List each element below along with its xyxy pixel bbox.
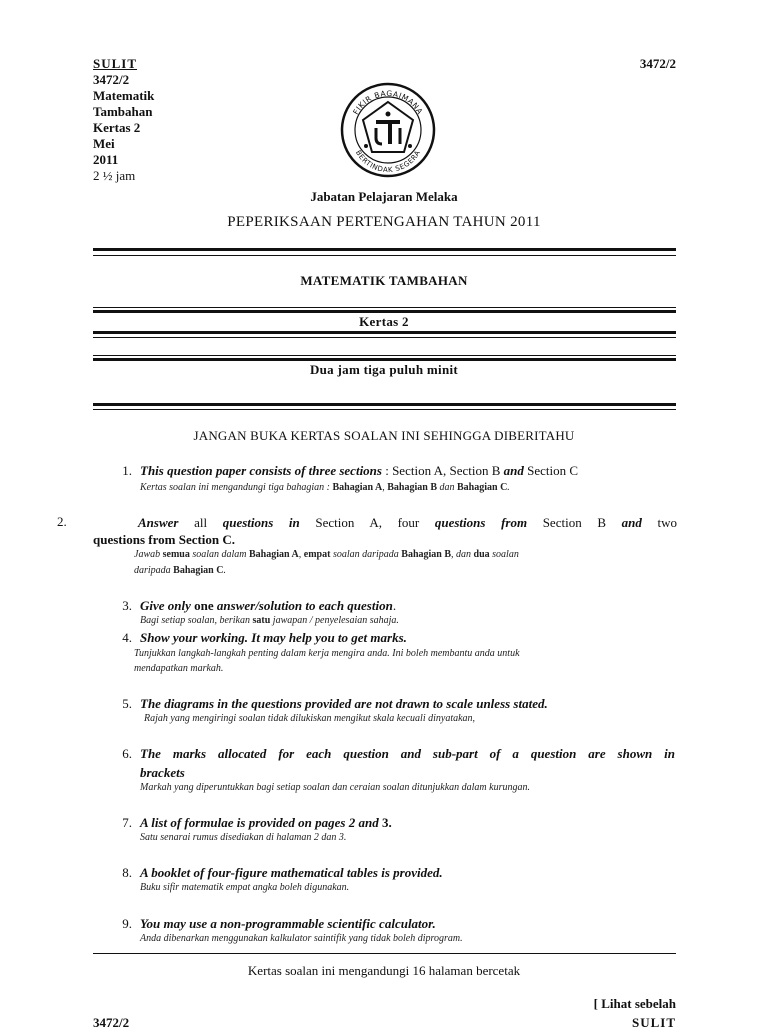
divider-rule — [93, 255, 676, 256]
instruction-text: Jawab — [134, 549, 163, 560]
instruction-text: questions from — [434, 515, 528, 530]
instruction-7-ms: Satu senarai rumus disediakan di halaman 2 dan 3. — [140, 832, 347, 843]
instruction-9-en: You may use a non-programmable scientific calculator. — [140, 916, 436, 931]
instruction-number: 8. — [122, 865, 132, 880]
exam-title: PEPERIKSAAN PERTENGAHAN TAHUN 2011 — [227, 214, 541, 230]
see-next-page: [ Lihat sebelah — [593, 996, 676, 1011]
instruction-number: 5. — [122, 696, 132, 711]
institution-name: Jabatan Pelajaran Melaka — [310, 189, 458, 204]
paper-code-right: 3472/2 — [639, 56, 676, 71]
instruction-text: and — [621, 515, 642, 530]
instruction-1-ms — [140, 481, 680, 495]
instruction-text: satu — [252, 615, 271, 626]
divider-rule — [93, 331, 676, 334]
instruction-text: Answer — [138, 515, 179, 530]
paper-band: Kertas 2 — [359, 314, 409, 329]
instruction-text: Give only — [140, 598, 195, 613]
instruction-text: questions in — [222, 515, 300, 530]
instruction-9-ms: Anda dibenarkan menggunakan kalkulator saintifik yang tidak boleh diprogram. — [140, 933, 463, 944]
divider-rule — [93, 403, 676, 406]
instruction-5-ms: Rajah yang mengiringi soalan tidak dilukiskan mengikut skala kecuali dinyatakan, — [144, 713, 476, 724]
instruction-number: 3. — [122, 598, 132, 613]
divider-rule — [93, 358, 676, 361]
instruction-6-ms: Markah yang diperuntukkan bagi setiap soalan dan ceraian soalan ditunjukkan dalam kurungan. — [140, 782, 530, 793]
subject-band: MATEMATIK TAMBAHAN — [300, 273, 468, 288]
instruction-text: soalan daripada — [330, 549, 402, 560]
instruction-text: . — [507, 482, 510, 493]
divider-rule — [93, 337, 676, 338]
instruction-text: Section B — [527, 515, 622, 530]
instruction-text: empat — [303, 549, 331, 560]
instruction-text: dua — [473, 549, 490, 560]
instruction-text: answer/solution to each question — [216, 598, 393, 613]
instruction-text: Bahagian C — [173, 565, 224, 576]
year-label: 2011 — [93, 152, 119, 167]
instruction-text: , — [298, 549, 304, 560]
instruction-6-en-line1: The marks allocated for each question and sub-part of a question are shown in — [140, 746, 675, 761]
instruction-text: . — [223, 565, 226, 576]
instruction-text: Section A, four — [299, 515, 435, 530]
instruction-text: Bahagian B — [401, 549, 452, 560]
divider-rule — [93, 409, 676, 410]
footer-rule — [93, 953, 676, 954]
crest-top-text: FIKIR BAGAIMANA — [351, 88, 425, 117]
instruction-text: and — [503, 463, 524, 478]
instruction-8-ms: Buku sifir matematik empat angka boleh digunakan. — [140, 882, 350, 893]
instruction-6-en-line2: brackets — [140, 765, 185, 780]
instruction-4-ms-line1: Tunjukkan langkah-langkah penting dalam kerja mengira anda. Ini boleh membantu anda untuk — [134, 648, 520, 659]
instruction-text: Bagi setiap soalan, berikan — [140, 615, 253, 626]
instruction-text: A list of formulae is provided on pages 2 and — [140, 815, 382, 830]
month-label: Mei — [93, 136, 115, 151]
instruction-text: . — [392, 598, 397, 613]
divider-rule — [93, 248, 676, 251]
jpn-crest-logo — [338, 80, 438, 180]
instruction-text: Section C — [523, 463, 579, 478]
instruction-text: soalan — [489, 549, 519, 560]
crest-icon — [338, 80, 438, 180]
instruction-text: Bahagian B — [387, 482, 437, 493]
instruction-4-en: Show your working. It may help you to get marks. — [140, 630, 407, 645]
paper-label: Kertas 2 — [93, 120, 141, 135]
instruction-number: 4. — [122, 630, 132, 645]
instruction-5-en: The diagrams in the questions provided are not drawn to scale unless stated. — [140, 696, 548, 711]
instruction-3-en — [140, 597, 396, 614]
instruction-text: dan — [437, 482, 457, 493]
instruction-text: jawapan / penyelesaian sahaja. — [270, 615, 399, 626]
instruction-text: Bahagian A — [249, 549, 299, 560]
paper-code: 3472/2 — [93, 72, 130, 87]
instruction-text: 3. — [381, 815, 392, 830]
instruction-text: This question paper consists of three sections — [140, 463, 382, 478]
instruction-text: , — [382, 482, 388, 493]
instruction-text: Bahagian C — [457, 482, 508, 493]
instruction-text: : Section A, Section B — [381, 463, 504, 478]
time-band: Dua jam tiga puluh minit — [309, 362, 459, 377]
instruction-1-en — [140, 462, 680, 479]
instruction-text: one — [194, 598, 217, 613]
instruction-8-en: A booklet of four-figure mathematical tables is provided. — [140, 865, 443, 880]
instruction-2-ms — [134, 548, 674, 562]
subject-line-1: Matematik — [93, 88, 155, 103]
sulit-label: SULIT — [93, 56, 138, 71]
instruction-text: Bahagian A — [332, 482, 383, 493]
instruction-2-en — [93, 514, 677, 531]
instruction-2-ms-line2 — [134, 564, 226, 578]
header-left-block — [93, 56, 154, 184]
instruction-text: soalan dalam — [189, 549, 250, 560]
footer-sulit: SULIT — [631, 1015, 676, 1030]
instruction-text: all — [178, 515, 223, 530]
instruction-text: , dan — [451, 549, 474, 560]
footer-paper-code: 3472/2 — [93, 1015, 130, 1030]
duration-label: 2 ½ jam — [93, 168, 136, 183]
divider-rule — [93, 307, 676, 308]
crest-bottom-text: BERTINDAK SEGERA — [353, 148, 423, 175]
page-count-note: Kertas soalan ini mengandungi 16 halaman bercetak — [247, 963, 521, 978]
divider-rule — [93, 310, 676, 313]
instruction-number: 6. — [122, 746, 132, 761]
instruction-7-en — [140, 814, 392, 831]
instruction-text: semua — [162, 549, 190, 560]
instruction-text: daripada — [134, 565, 174, 576]
do-not-open-warning: JANGAN BUKA KERTAS SOALAN INI SEHINGGA DIBERITAHU — [193, 428, 575, 443]
instruction-2-en-line2: questions from Section C. — [93, 532, 236, 547]
instruction-4-ms-line2: mendapatkan markah. — [134, 663, 224, 674]
instruction-number: 7. — [122, 815, 132, 830]
instruction-text: two — [641, 515, 678, 530]
instruction-number: 9. — [122, 916, 132, 931]
instruction-3-ms — [140, 614, 399, 628]
divider-rule — [93, 355, 676, 356]
instruction-text: Kertas soalan ini mengandungi tiga bahagian : — [140, 482, 333, 493]
instruction-number: 2. — [57, 514, 67, 529]
subject-line-2: Tambahan — [93, 104, 153, 119]
instruction-number: 1. — [122, 463, 132, 478]
